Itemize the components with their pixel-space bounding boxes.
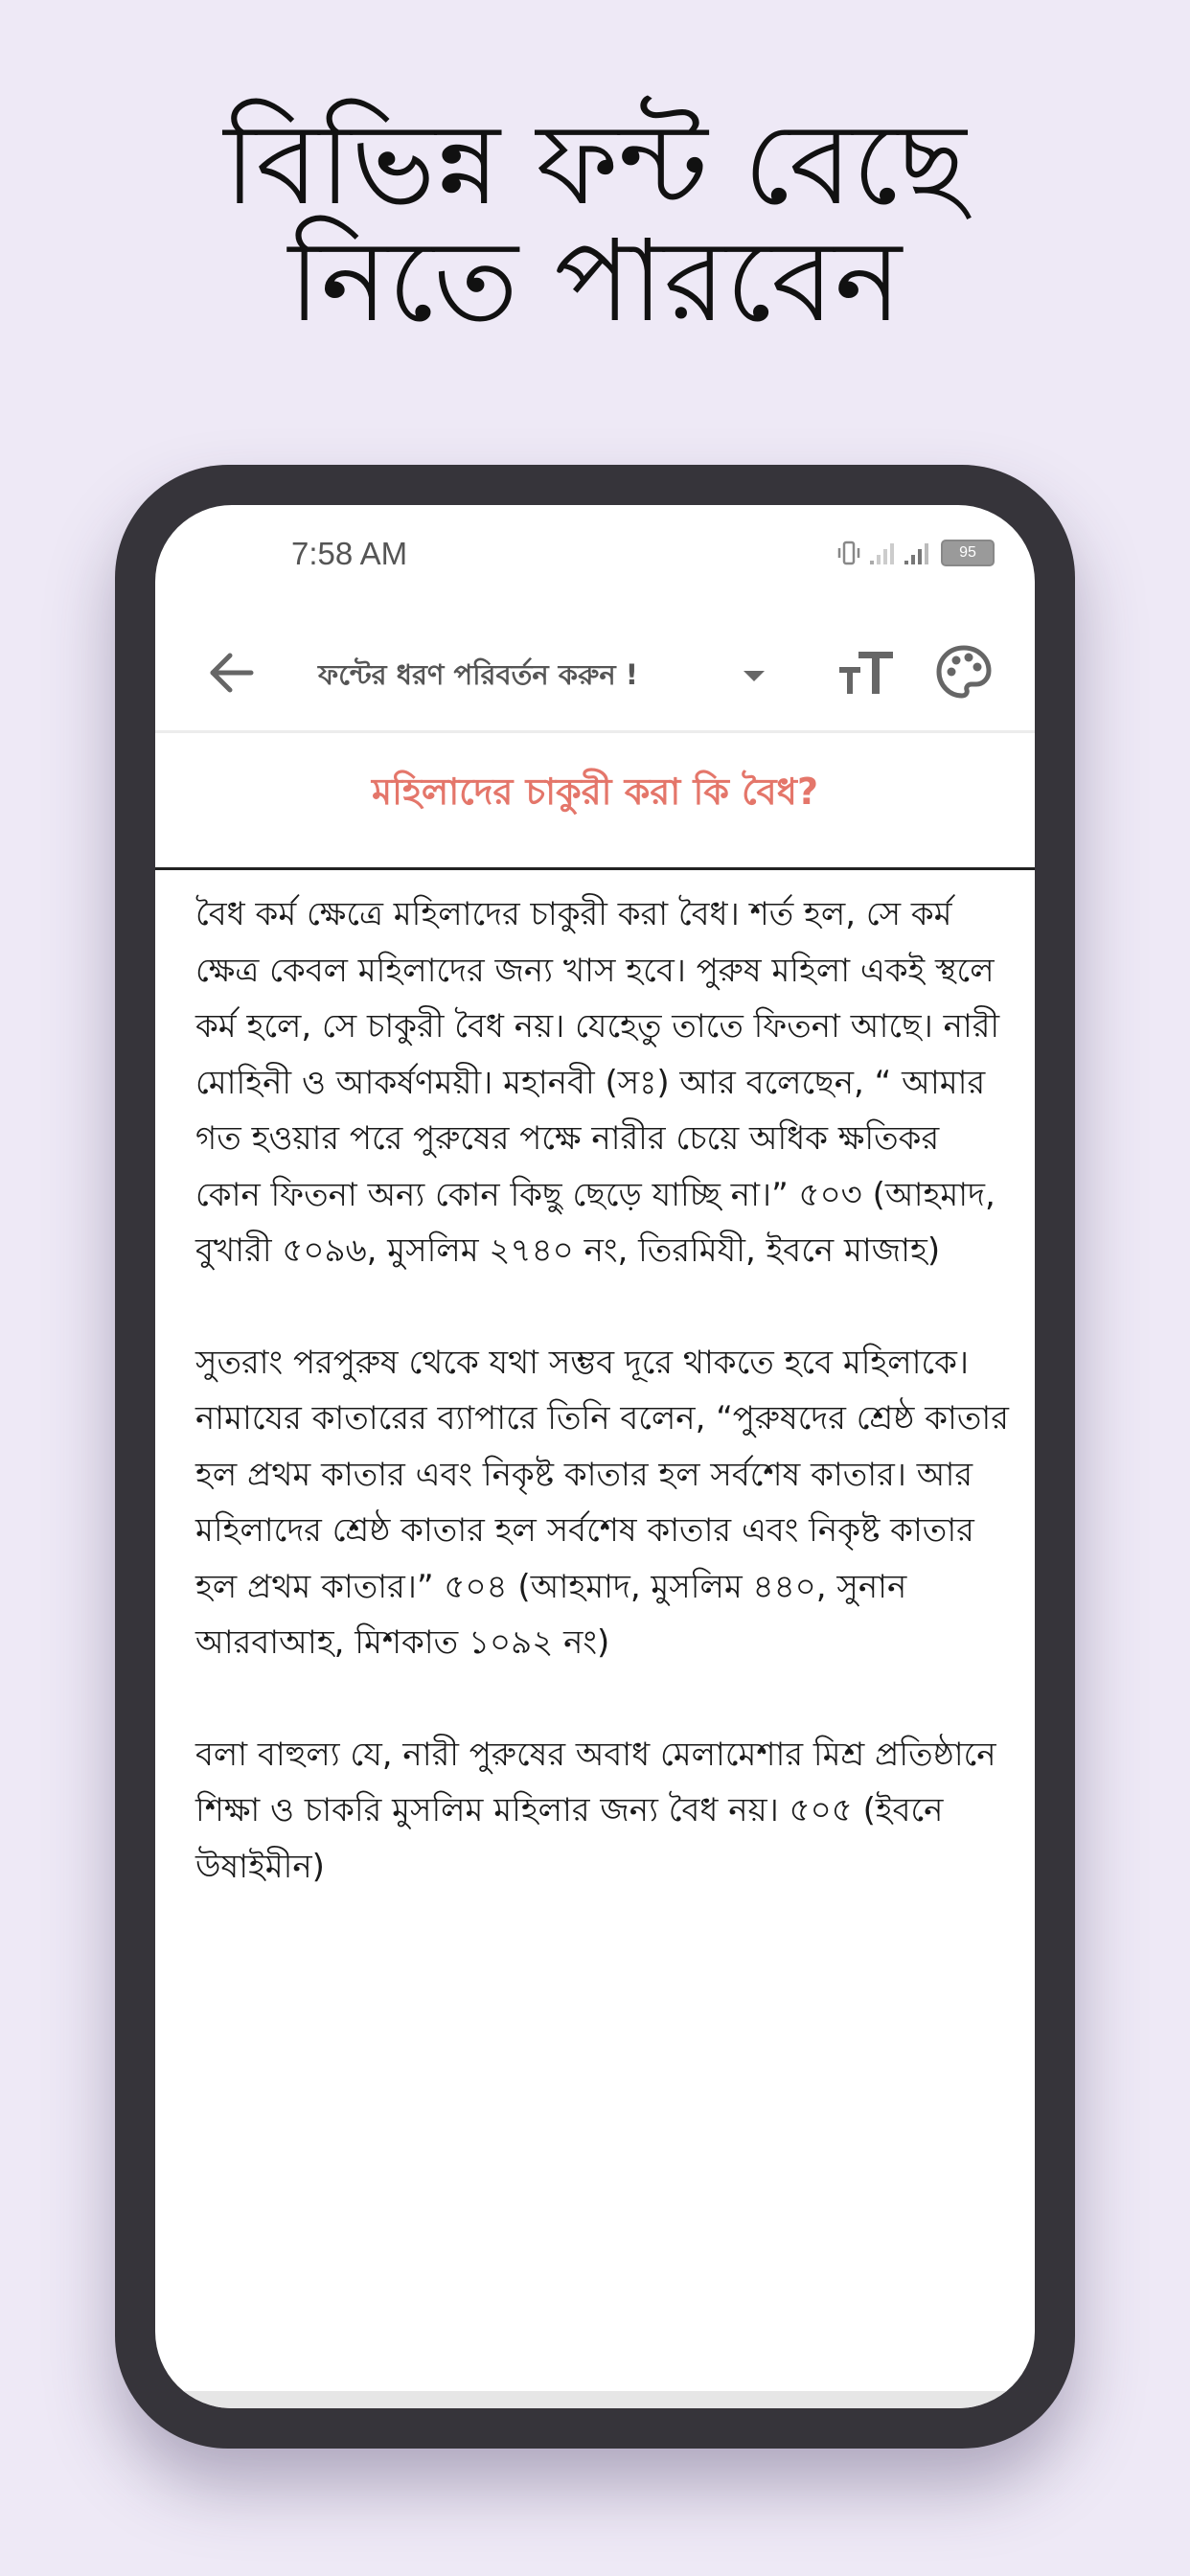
promo-headline-line2: নিতে পারবেন	[287, 215, 903, 347]
font-type-dropdown[interactable]	[318, 636, 797, 709]
back-button[interactable]	[203, 644, 261, 702]
promo-headline-line1: বিভিন্ন ফন্ট বেছে	[223, 98, 967, 230]
palette-icon	[933, 642, 995, 703]
status-bar	[155, 505, 1035, 601]
phone-screen	[155, 505, 1035, 2408]
article-paragraph: বৈধ কর্ম ক্ষেত্রে মহিলাদের চাকুরী করা বৈধ। শর্ত হল, সে কর্ম ক্ষেত্র কেবল মহিলাদের জন্য খাস হবে। পুরুষ মহিলা একই স্থলে কর্ম হলে, সে চাকুরী বৈধ নয়। যেহেতু তাতে ফিতনা আছে। নারী মোহিনী ও আকর্ষণময়ী। মহানবী (সঃ) আর বলেছেন, “ আমার গত হওয়ার পরে পুরুষের পক্ষে নারীর চেয়ে অধিক ক্ষতিকর কোন ফিতনা অন্য কোন কিছু ছেড়ে যাচ্ছি না।” ৫০৩ (আহমাদ, বুখারী ৫০৯৬, মুসলিম ২৭৪০ নং, তিরমিযী, ইবনে মাজাহ)	[195, 895, 1000, 1270]
vibrate-icon	[835, 540, 862, 566]
article-body	[195, 886, 1010, 1950]
text-size-icon	[835, 644, 897, 702]
signal-icon	[868, 540, 897, 566]
status-time: 7:58 AM	[291, 536, 408, 571]
app-bar	[155, 615, 1035, 733]
promo-headline	[0, 98, 1190, 347]
text-size-button[interactable]	[835, 644, 897, 702]
title-divider	[155, 867, 1035, 870]
arrow-left-icon	[203, 644, 261, 702]
article-title: মহিলাদের চাকুরী করা কি বৈধ?	[371, 770, 819, 813]
article-paragraph: বলা বাহুল্য যে, নারী পুরুষের অবাধ মেলামেশার মিশ্র প্রতিষ্ঠানে শিক্ষা ও চাকরি মুসলিম মহিলার জন্য বৈধ নয়। ৫০৫ (ইবনে উষাইমীন)	[195, 1735, 996, 1886]
signal-icon	[903, 540, 931, 566]
screen-bottom-edge	[155, 2391, 1035, 2408]
status-icons	[835, 540, 995, 566]
font-type-label: ফন্টের ধরণ পরিবর্তন করুন !	[318, 658, 638, 691]
battery-icon: 95	[941, 540, 995, 566]
color-theme-button[interactable]	[933, 642, 995, 703]
article-paragraph: সুতরাং পরপুরুষ থেকে যথা সম্ভব দূরে থাকতে হবে মহিলাকে। নামাযের কাতারের ব্যাপারে তিনি বলেন, “পুরুষদের শ্রেষ্ঠ কাতার হল প্রথম কাতার এবং নিকৃষ্ট কাতার হল সর্বশেষ কাতার। আর মহিলাদের শ্রেষ্ঠ কাতার হল সর্বশেষ কাতার এবং নিকৃষ্ট কাতার হল প্রথম কাতার।” ৫০৪ (আহমাদ, মুসলিম ৪৪০, সুনান আরবাআহ, মিশকাত ১০৯২ নং)	[195, 1343, 1009, 1662]
phone-frame	[115, 465, 1075, 2449]
chevron-down-icon	[740, 661, 768, 690]
